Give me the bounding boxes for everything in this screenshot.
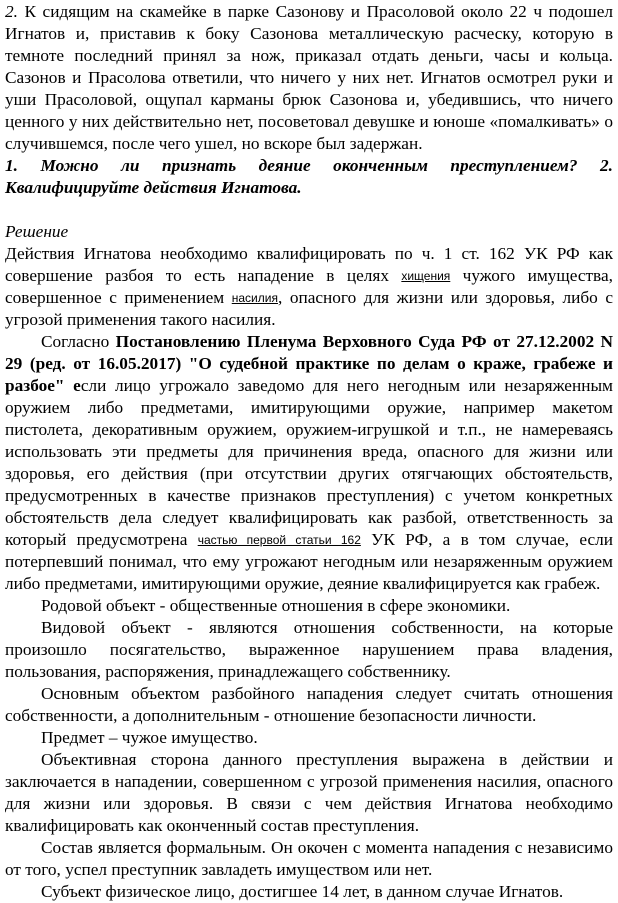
solution-paragraph-3: Родовой объект - общественные отношения в сфере экономики. xyxy=(41,596,511,615)
p2-text-c: УК РФ, а в том случае, если потерпевший понимал, что ему угрожают негодным или незаряженным оружием либо предметами, имитирующими оружие, деяние квалифицируется как грабеж. xyxy=(5,530,614,593)
p1-text-b: чужого имущества, совершенное с применением xyxy=(5,266,613,307)
link-theft[interactable]: хищения xyxy=(401,269,451,283)
task-paragraph xyxy=(5,1,613,155)
p2-resolution-title: Постановлению Пленума Верховного Суда РФ от 27.12.2002 N 29 (ред. от 16.05.2017) "О судебной практике по делам о краже, грабеже и разбое" е xyxy=(5,332,613,395)
solution-paragraph-4: Видовой объект - являются отношения собственности, на которые произошло посягательство, выраженное нарушением права владения, пользования, распоряжения, принадлежащего собственнику. xyxy=(5,618,613,681)
solution-paragraph-8: Состав является формальным. Он окочен с момента нападения с независимо от того, успел преступник завладеть имуществом или нет. xyxy=(5,838,613,879)
p1-text-a: Действия Игнатова необходимо квалифицировать по ч. 1 ст. 162 УК РФ как совершение разбоя то есть нападение в целях xyxy=(5,244,613,285)
solution-paragraph-2 xyxy=(5,331,613,595)
solution-paragraph-9: Субъект физическое лицо, достигшее 14 лет, в данном случае Игнатов. xyxy=(41,882,564,901)
task-number: 2. xyxy=(5,2,18,21)
solution-paragraph-1 xyxy=(5,243,613,331)
solution-paragraph-5: Основным объектом разбойного нападения следует считать отношения собственности, а дополнительным - отношение безопасности личности. xyxy=(5,684,613,725)
task-text: К сидящим на скамейке в парке Сазонову и Прасоловой около 22 ч подошел Игнатов и, приставив к боку Сазонова металлическую расческу, которую в темноте последний принял за нож, приказал отдать деньги, часы и кольца. Сазонов и Прасолова ответили, что ничего у них нет. Игнатов осмотрел руки и уши Прасоловой, ощупал карманы брюк Сазонова и, убедившись, что ничего ценного у них действительно нет, посоветовал девушке и юноше «помалкивать» о случившемся, после чего ушел, но вскоре был задержан. xyxy=(5,2,613,153)
document-page xyxy=(0,1,618,903)
p1-text-c: , опасного для жизни или здоровья, либо с угрозой применения такого насилия. xyxy=(5,288,613,329)
link-article-162[interactable]: частью первой статьи 162 xyxy=(197,533,361,547)
link-violence[interactable]: насилия xyxy=(231,291,278,305)
solution-paragraph-7: Объективная сторона данного преступления выражена в действии и заключается в нападении, совершенном с угрозой применения насилия, опасного для жизни или здоровья. В связи с чем действия Игнатова необходимо квалифицировать как оконченный состав преступления. xyxy=(5,750,613,835)
solution-paragraph-6: Предмет – чужое имущество. xyxy=(41,728,258,747)
p2-text-a: Согласно xyxy=(41,332,116,351)
task-questions: 1. Можно ли признать деяние оконченным преступлением? 2. Квалифицируйте действия Игнатова. xyxy=(5,156,613,197)
solution-heading: Решение xyxy=(5,222,69,241)
p2-text-b: сли лицо угрожало заведомо для него негодным или незаряженным оружием либо предметами, имитирующими оружие, например макетом пистолета, декоративным оружием, оружием-игрушкой и т.п., не намереваясь использовать эти предметы для причинения вреда, опасного для жизни или здоровья, его действия (при отсутствии других отягчающих обстоятельств, предусмотренных в качестве признаков преступления) с учетом конкретных обстоятельств дела следует квалифицировать как разбой, ответственность за который предусмотрена xyxy=(5,376,613,549)
